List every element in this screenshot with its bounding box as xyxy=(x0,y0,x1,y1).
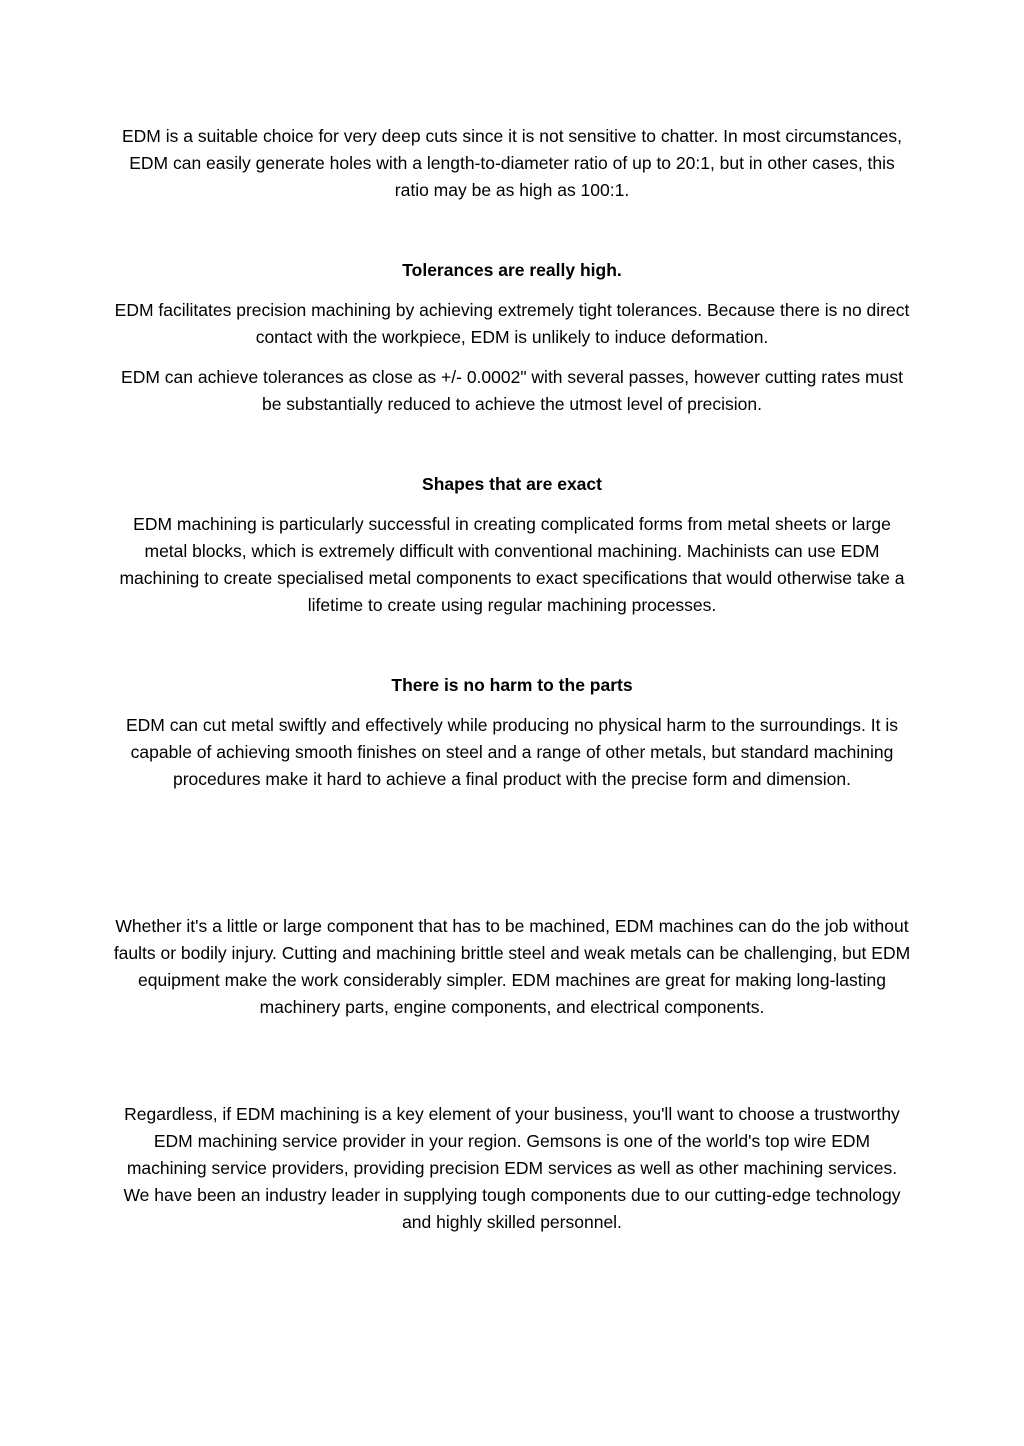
tolerances-paragraph-2: EDM can achieve tolerances as close as +/- 0.0002" with several passes, however cutting rates must be substantially reduced to achieve the utmost level of precision. xyxy=(121,367,903,414)
no-harm-heading: There is no harm to the parts xyxy=(391,675,633,695)
shapes-heading: Shapes that are exact xyxy=(422,474,602,494)
components-paragraph: Whether it's a little or large component that has to be machined, EDM machines can do the job without faults or bodily injury. Cutting and machining brittle steel and weak metals can be challenging, but EDM equipment make the work considerably simpler. EDM machines are great for making long-lasting machinery parts, engine components, and electrical components. xyxy=(113,916,911,1017)
shapes-paragraph: EDM machining is particularly successful in creating complicated forms from metal sheets or large metal blocks, which is extremely difficult with conventional machining. Machinists can use EDM machining to create specialised metal components to exact specifications that would otherwise take a lifetime to create using regular machining processes. xyxy=(119,514,905,615)
provider-paragraph: Regardless, if EDM machining is a key element of your business, you'll want to choose a trustworthy EDM machining service provider in your region. Gemsons is one of the world's top wire EDM machining service providers, providing precision EDM services as well as other machining services. We have been an industry leader in supplying tough components due to our cutting-edge technology and highly skilled personnel. xyxy=(123,1104,901,1232)
tolerances-paragraph-1: EDM facilitates precision machining by achieving extremely tight tolerances. Because there is no direct contact with the workpiece, EDM is unlikely to induce deformation. xyxy=(114,300,910,347)
no-harm-paragraph: EDM can cut metal swiftly and effectively while producing no physical harm to the surroundings. It is capable of achieving smooth finishes on steel and a range of other metals, but standard machining procedures make it hard to achieve a final product with the precise form and dimension. xyxy=(126,715,898,789)
tolerances-heading: Tolerances are really high. xyxy=(402,260,622,280)
intro-paragraph: EDM is a suitable choice for very deep cuts since it is not sensitive to chatter. In most circumstances, EDM can easily generate holes with a length-to-diameter ratio of up to 20:1, but in other cases, this ratio may be as high as 100:1. xyxy=(121,126,903,200)
